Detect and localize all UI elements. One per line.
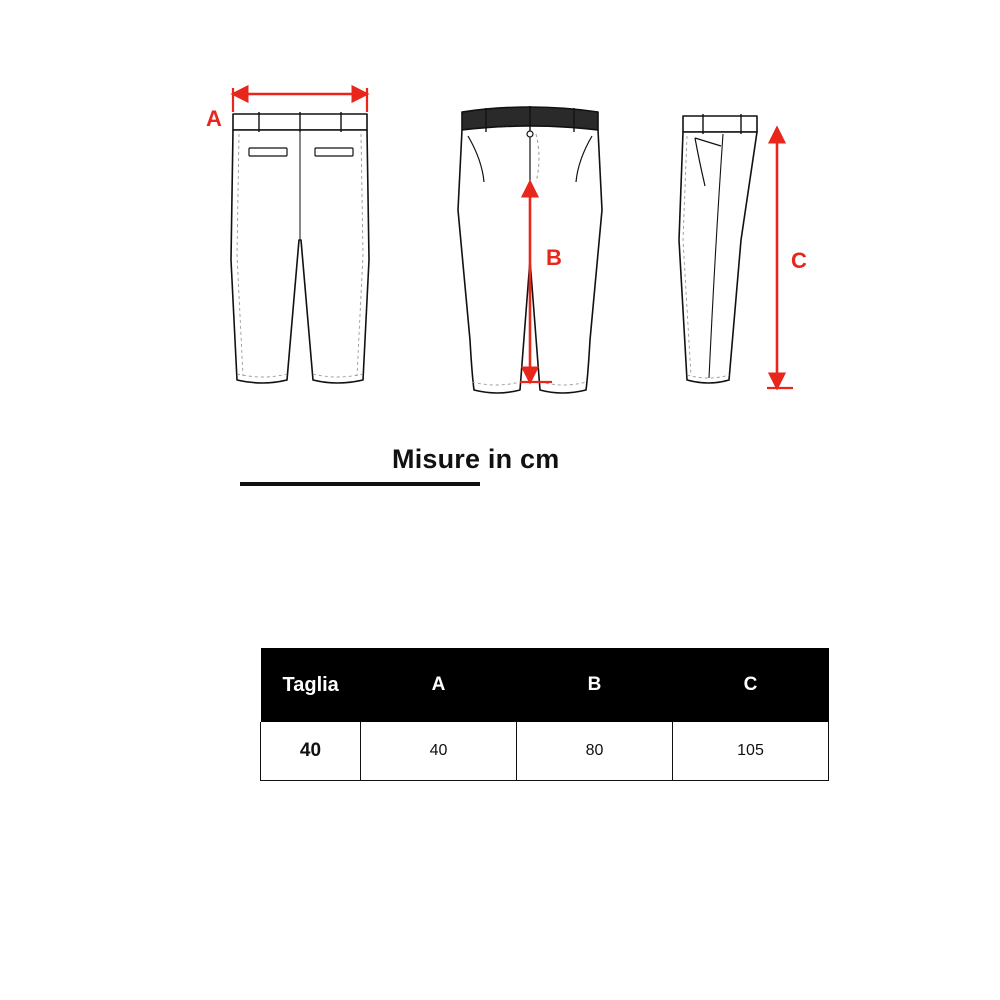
table-row — [261, 722, 829, 781]
trousers-back-illustration — [215, 90, 395, 400]
cell-c: 105 — [673, 722, 829, 781]
measurement-unit-caption: Misure in cm — [392, 444, 560, 474]
dimension-arrow-b — [518, 172, 578, 392]
dimension-arrow-a — [215, 72, 395, 112]
garment-illustrations — [0, 0, 1000, 430]
trousers-front-view — [440, 90, 620, 415]
table-header-row — [261, 648, 829, 722]
column-header-a: A — [361, 648, 517, 722]
column-header-c: C — [673, 648, 829, 722]
dimension-label-c: C — [791, 248, 808, 273]
size-table-wrapper — [260, 648, 828, 781]
cell-a: 40 — [361, 722, 517, 781]
trousers-back-view — [215, 90, 395, 405]
cell-taglia: 40 — [261, 722, 361, 781]
cell-b: 80 — [517, 722, 673, 781]
dimension-label-b: B — [546, 245, 563, 270]
column-header-taglia: Taglia — [261, 648, 361, 722]
caption-underline — [240, 482, 480, 486]
size-table — [260, 648, 829, 781]
column-header-b: B — [517, 648, 673, 722]
dimension-label-a: A — [206, 106, 223, 131]
